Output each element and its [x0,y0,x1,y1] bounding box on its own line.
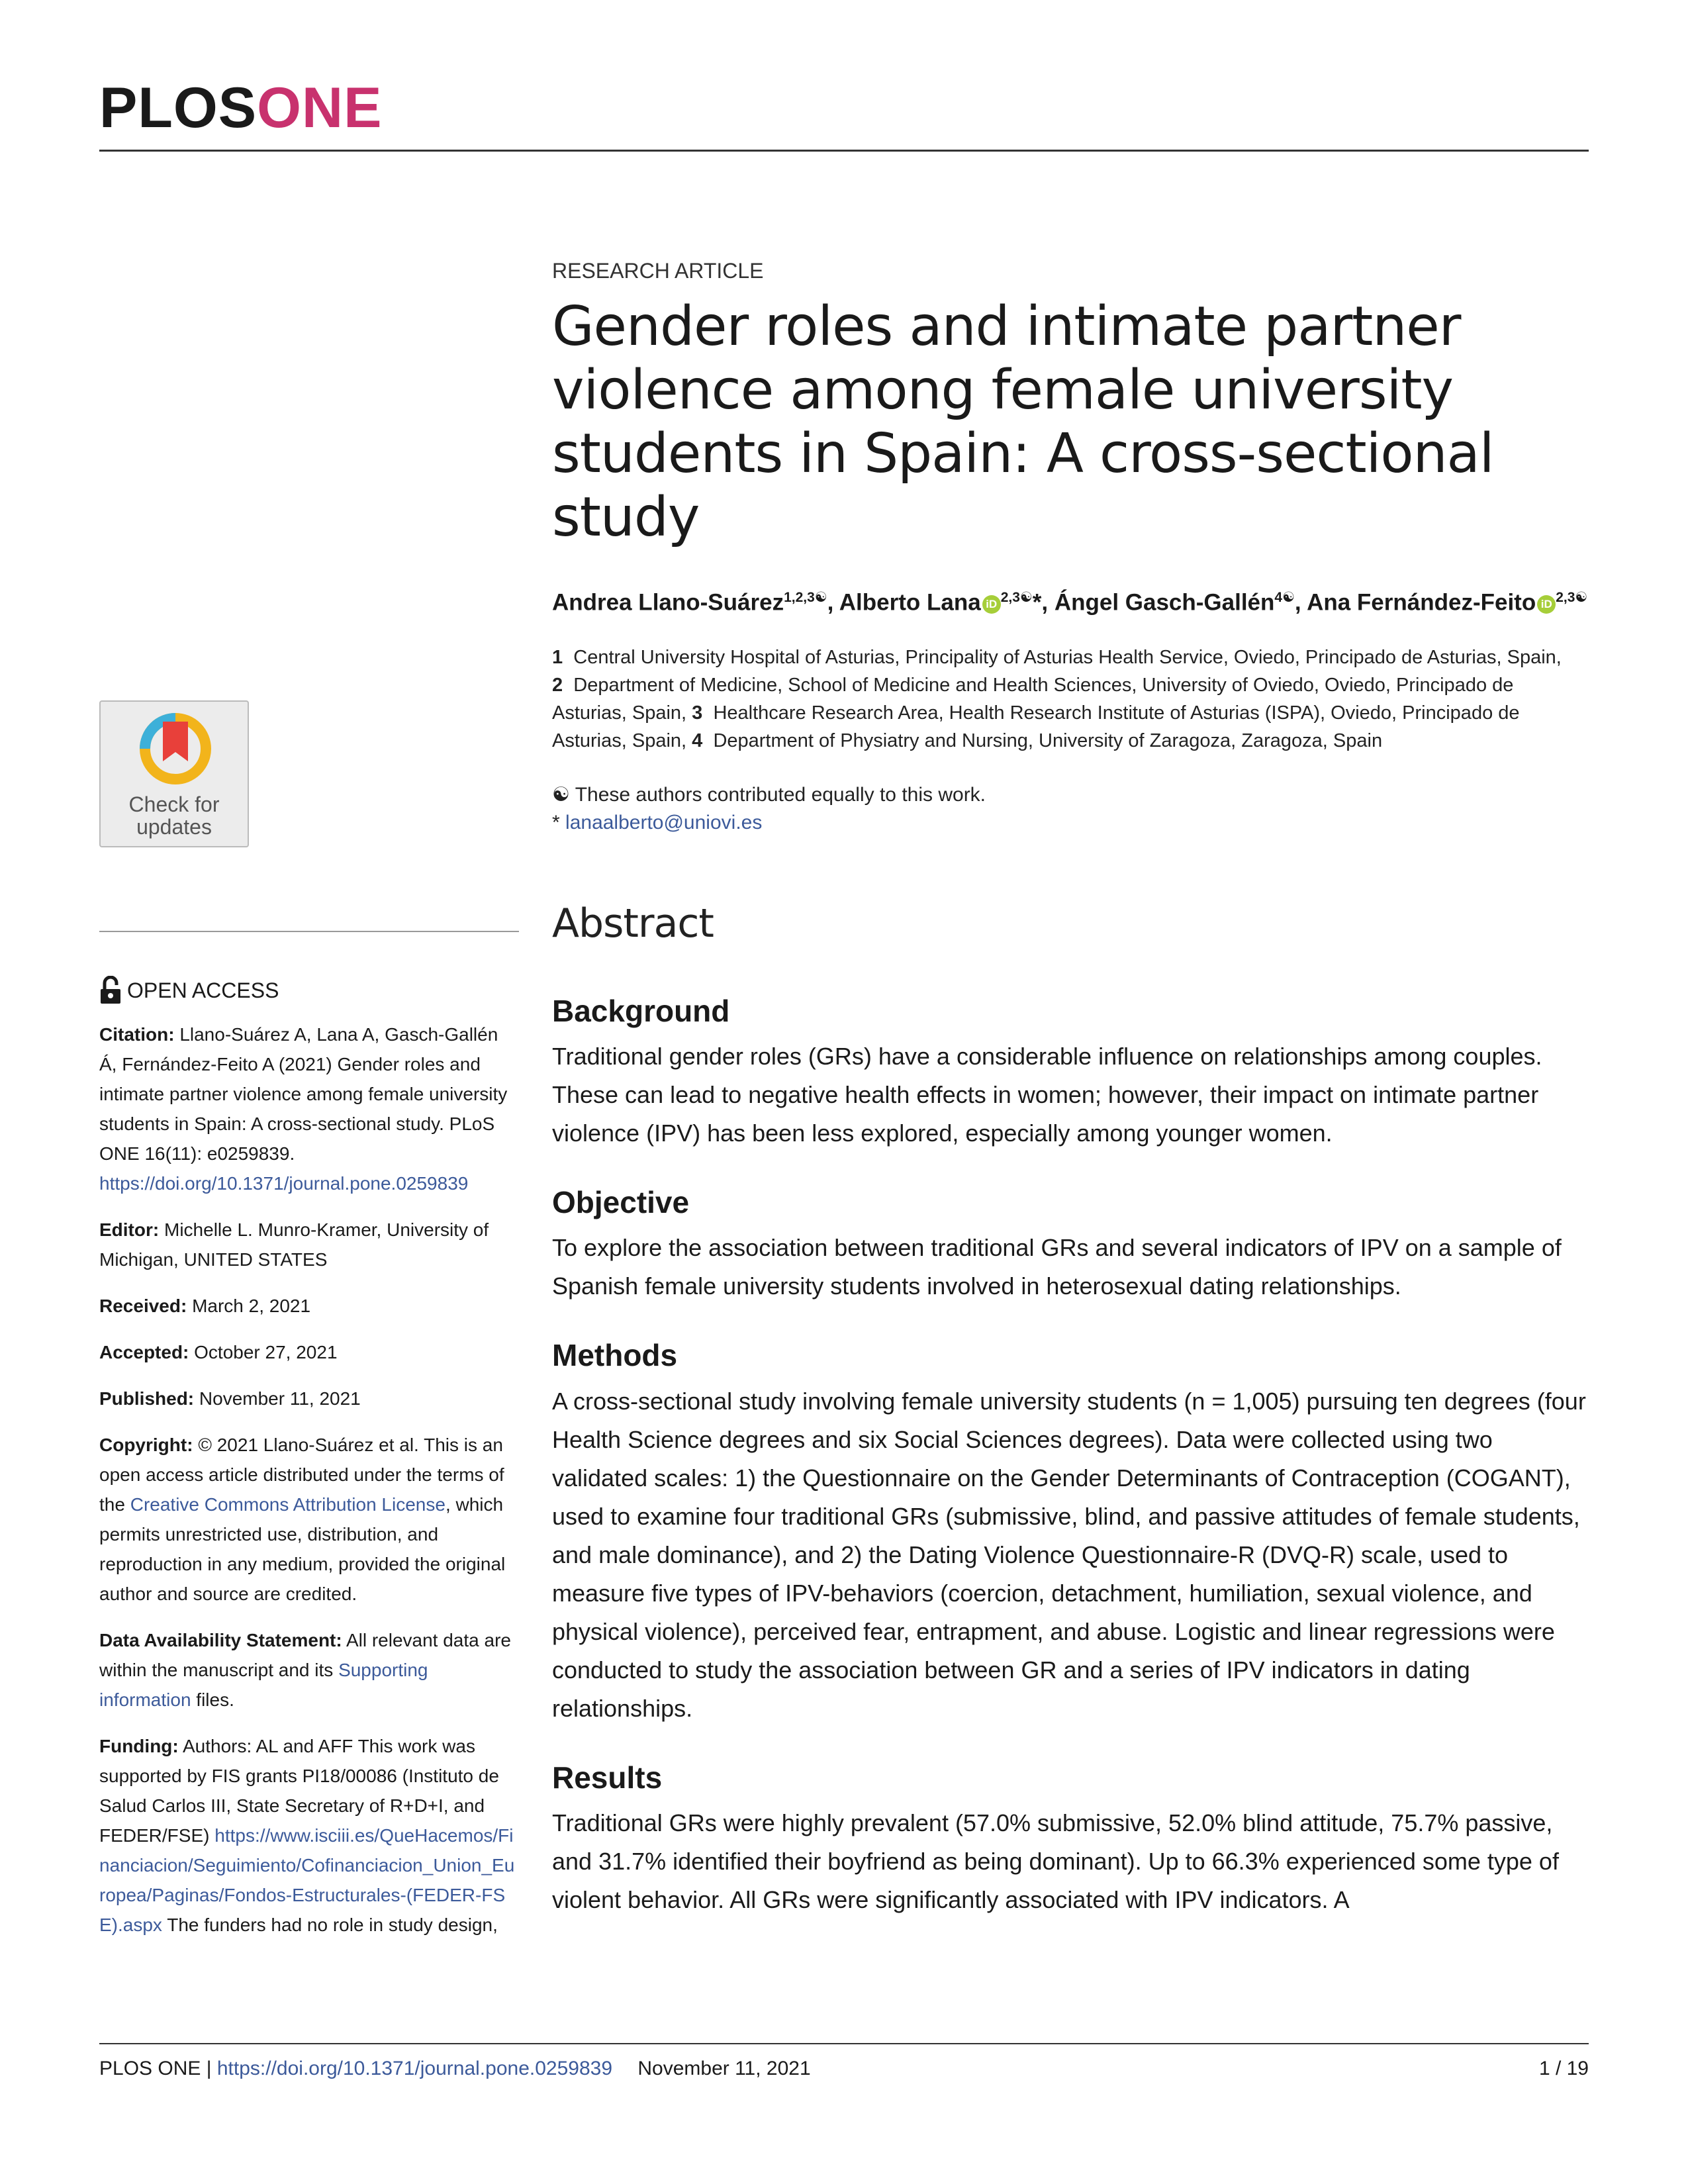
section-heading: Results [552,1760,663,1795]
abstract-section-objective [552,1184,1591,1306]
logo-plos: PLOS [99,76,258,140]
citation-label: Citation: [99,1024,175,1045]
author-name[interactable]: Andrea Llano-Suárez [552,590,784,616]
affiliation-number: 4 [692,730,703,752]
affiliation-number: 1 [552,647,563,669]
section-text: Traditional gender roles (GRs) have a considerable influence on relationships among couples. These can lead to negative health effects in women; however, their impact on intimate partner violence (IPV) has been less explored, especially among younger women. [552,1043,1542,1147]
editor-text: Michelle L. Munro-Kramer, University of Michigan, UNITED STATES [99,1219,489,1270]
corresponding-asterisk: * [552,812,560,834]
copyright-block [99,1430,519,1609]
corresponding-author-note [552,809,1591,837]
page-number: 1 / 19 [1538,2058,1589,2079]
copyright-label: Copyright: [99,1435,193,1455]
funding-text-end: The funders had no role in study design, [167,1915,498,1935]
editor-label: Editor: [99,1219,160,1240]
author-name[interactable]: Ana Fernández-Feito [1307,590,1536,616]
orcid-icon[interactable]: iD [982,595,1001,614]
published-block [99,1384,519,1413]
section-text: Traditional GRs were highly prevalent (57.0% submissive, 52.0% blind attitude, 75.7% passive, and 31.7% identified their boyfriend as being dominant). Up to 66.3% experienced some type of violent behavior. All GRs were significantly associated with IPV indicators. A [552,1809,1559,1913]
author-affiliation-marker: 1,2,3☯ [784,590,827,606]
orcid-icon[interactable]: iD [1537,595,1556,614]
copyright-text-start: © 2021 Llano-Suárez et al. This is an open access article distributed under the terms of the [99,1435,504,1515]
copyright-text-end: , which permits unrestricted use, distribution, and reproduction in any medium, provided the original author and source are credited. [99,1494,506,1604]
author-list: Andrea Llano-Suárez$^{1,2,3☯}$, Alberto Lana iD $^{2,3☯}$*, Ángel Gasch-Gallén$^{4☯}$, Ana Fernández-Feito iD $^{2,3☯}$ [552,590,1588,616]
received-block [99,1291,519,1321]
open-access-indicator [99,976,279,1005]
data-availability-block [99,1625,519,1715]
sidebar-divider [99,931,519,932]
page-footer [99,2058,1589,2080]
section-text: A cross-sectional study involving female university students (n = 1,005) pursuing ten degrees (four Health Science degrees and six Social Sciences degrees). Data were collected using two validated scales: 1) the Questionnaire on the Gender Determinants of Contraception (COGANT), used to examine four traditional GRs (submissive, blind, and passive attitudes of female students, and male dominance), and 2) the Dating Violence Questionnaire-R (DVQ-R) scale, used to measure five types of IPV-behaviors (coercion, detachment, humiliation, sexual violence, and physical violence), perceived fear, entrapment, and abuse. Logistic and linear regressions were conducted to study the association between GR and a series of IPV indicators in dating relationships. [552,1387,1586,1722]
corresponding-email-link[interactable]: lanaalberto@uniovi.es [565,812,763,834]
citation-doi-link[interactable]: https://doi.org/10.1371/journal.pone.0259839 [99,1173,469,1194]
funding-text-start: Authors: AL and AFF This work was supported by FIS grants PI18/00086 (Instituto de Salud Carlos III, State Secretary of R+D+I, and FEDER/FSE) [99,1736,499,1846]
accepted-date: October 27, 2021 [194,1342,338,1362]
published-date: November 11, 2021 [199,1388,361,1409]
funding-label: Funding: [99,1736,179,1756]
affiliation-text: Department of Medicine, School of Medicine and Health Sciences, University of Oviedo, Oviedo, Principado de Asturias, Spain, [552,675,1514,724]
open-lock-icon [99,976,122,1005]
affiliations [552,643,1591,755]
accepted-block [99,1337,519,1367]
affiliation-number: 3 [692,702,703,724]
footer-journal: PLOS ONE | [99,2058,212,2079]
license-link[interactable]: Creative Commons Attribution License [130,1494,445,1515]
check-for-updates-badge[interactable] [99,700,249,847]
article-metadata-sidebar [99,1020,519,1956]
affiliation-text: Department of Physiatry and Nursing, University of Zaragoza, Zaragoza, Spain [713,730,1383,752]
abstract-section-results [552,1760,1591,1919]
section-heading: Objective [552,1185,690,1220]
received-date: March 2, 2021 [192,1296,311,1316]
journal-logo[interactable] [99,76,383,140]
footer-date: November 11, 2021 [637,2058,811,2079]
author-affiliation-marker: 2,3☯ [1556,590,1588,606]
section-heading: Background [552,994,730,1029]
supporting-information-link[interactable]: Supporting information [99,1660,428,1710]
section-text: To explore the association between traditional GRs and several indicators of IPV on a sample of Spanish female university students involved in heterosexual dating relationships. [552,1234,1562,1300]
check-for-updates-label: Check for updates [128,792,220,839]
data-availability-text-start: All relevant data are within the manuscript and its [99,1630,511,1680]
footer-divider [99,2043,1589,2044]
published-label: Published: [99,1388,195,1409]
open-access-label: OPEN ACCESS [127,978,279,1002]
citation-block [99,1020,519,1198]
logo-one: ONE [257,76,383,140]
funding-block [99,1731,519,1940]
abstract-heading: Abstract [552,900,714,947]
author-affiliation-marker: 2,3☯ [1000,590,1033,606]
article-main-column [552,258,1591,1919]
data-availability-text-end: files. [196,1689,234,1710]
affiliation-number: 2 [552,675,563,696]
accepted-label: Accepted: [99,1342,189,1362]
funding-link[interactable]: https://www.isciii.es/QueHacemos/Financiacion/Seguimiento/Cofinanciacion_Union_Europea/Paginas/Fondos-Estructurales-(FEDER-FSE).aspx [99,1825,515,1935]
section-heading: Methods [552,1338,678,1373]
abstract-section-background [552,993,1591,1153]
affiliation-text: Central University Hospital of Asturias, Principality of Asturias Health Service, Oviedo, Principado de Asturias, Spain, [573,647,1562,669]
footer-doi-link[interactable]: https://doi.org/10.1371/journal.pone.0259839 [216,2058,613,2079]
author-name[interactable]: Alberto Lana [839,590,981,616]
corresponding-marker: * [1032,590,1042,616]
article-title: Gender roles and intimate partner violence among female university students in Spain: A cross-sectional study [552,295,1494,549]
affiliation-text: Healthcare Research Area, Health Research Institute of Asturias (ISPA), Oviedo, Principado de Asturias, Spain, [552,702,1520,752]
citation-text: Llano-Suárez A, Lana A, Gasch-Gallén Á, Fernández-Feito A (2021) Gender roles and intimate partner violence among female university students in Spain: A cross-sectional study. PLoS ONE 16(11): e0259839. [99,1024,508,1164]
data-availability-label: Data Availability Statement: [99,1630,342,1650]
author-notes [552,781,1591,837]
article-type: RESEARCH ARTICLE [552,259,764,283]
header-divider [99,150,1589,152]
crossmark-icon [136,710,214,788]
equal-contribution-note: ☯ These authors contributed equally to this work. [552,784,986,806]
received-label: Received: [99,1296,187,1316]
abstract-section-methods [552,1337,1591,1727]
abstract-body [552,993,1591,1919]
editor-block [99,1215,519,1274]
author-name[interactable]: Ángel Gasch-Gallén [1054,590,1275,616]
author-affiliation-marker: 4☯ [1274,590,1295,606]
